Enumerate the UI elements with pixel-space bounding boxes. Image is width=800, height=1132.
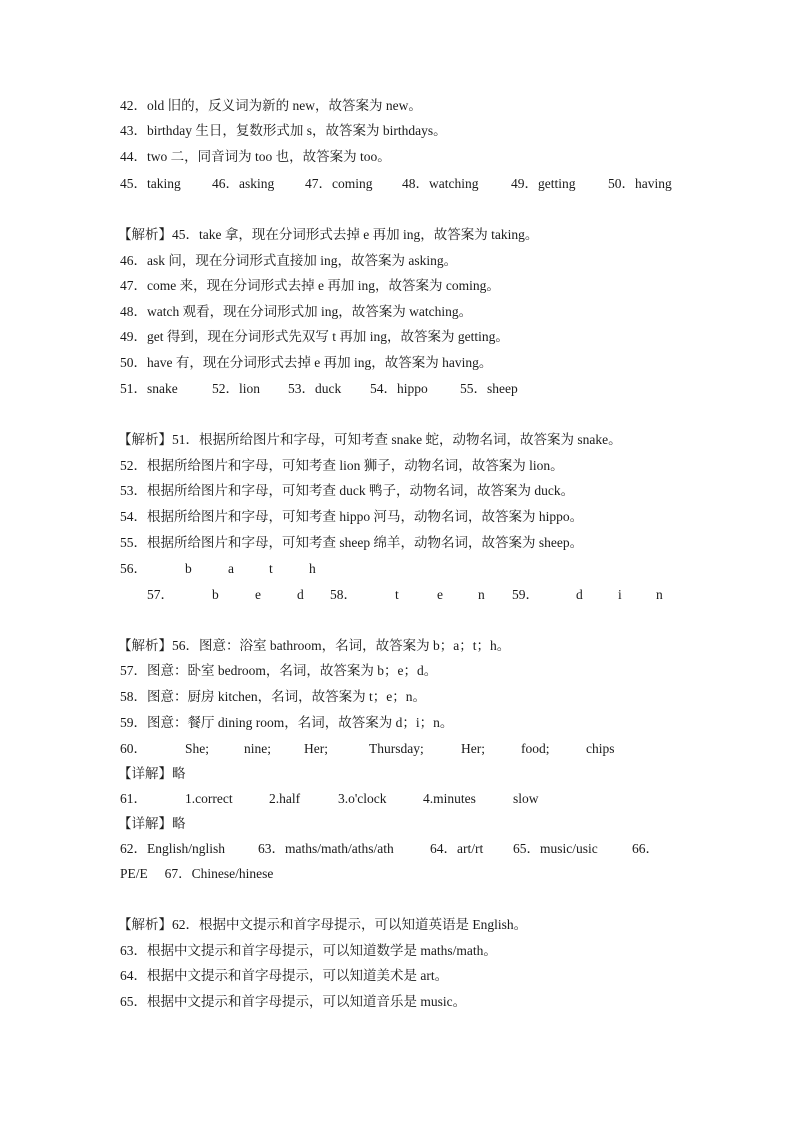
answer-63: 63．maths/math/aths/ath <box>258 841 394 856</box>
answer-word: 1.correct <box>185 791 233 806</box>
letter-h: h <box>309 561 316 576</box>
answer-52: 52．lion <box>212 381 261 396</box>
answer-64: 64．art/rt <box>430 841 484 856</box>
answer-word: 3.o'clock <box>338 791 387 806</box>
answer-65: 65．music/usic <box>513 841 598 856</box>
answer-57-number: 57． <box>147 587 174 602</box>
answer-54: 54．hippo <box>370 381 428 396</box>
answer-line-44: 44．two 二，同音词为 too 也，故答案为 too。 <box>120 149 391 164</box>
answer-47: 47．coming <box>305 176 373 191</box>
detail-line: 【详解】略 <box>118 816 186 831</box>
letter-n: n <box>478 587 485 602</box>
letter-t: t <box>269 561 273 576</box>
answer-51: 51．snake <box>120 381 178 396</box>
analysis-56: 【解析】56．图意：浴室 bathroom，名词，故答案为 b；a；t；h。 <box>118 638 511 653</box>
answer-48: 48．watching <box>402 176 479 191</box>
answer-line-49: 49．get 得到，现在分词形式先双写 t 再加 ing，故答案为 getting。 <box>120 329 509 344</box>
letter-n: n <box>656 587 663 602</box>
analysis-51: 【解析】51．根据所给图片和字母，可知考查 snake 蛇，动物名词，故答案为 snake。 <box>118 432 622 447</box>
answer-line-57: 57．图意：卧室 bedroom，名词，故答案为 b；e；d。 <box>120 663 438 678</box>
answer-53: 53．duck <box>288 381 342 396</box>
letter-d: d <box>297 587 304 602</box>
answer-line-50: 50．have 有，现在分词形式去掉 e 再加 ing，故答案为 having。 <box>120 355 493 370</box>
answer-45: 45．taking <box>120 176 181 191</box>
answer-66-number: 66． <box>632 841 659 856</box>
answer-word: 4.minutes <box>423 791 476 806</box>
letter-e: e <box>437 587 443 602</box>
answer-word: slow <box>513 791 539 806</box>
letter-d: d <box>576 587 583 602</box>
answer-62: 62．English/nglish <box>120 841 226 856</box>
answer-61-number: 61． <box>120 791 147 806</box>
answer-line-59: 59．图意：餐厅 dining room，名词，故答案为 d；i；n。 <box>120 715 454 730</box>
answer-line-48: 48．watch 观看，现在分词形式加 ing，故答案为 watching。 <box>120 304 473 319</box>
answer-word: She; <box>185 741 210 756</box>
answer-line-66-67: PE/E 67．Chinese/hinese <box>120 866 274 881</box>
letter-a: a <box>228 561 234 576</box>
answer-word: Her; <box>304 741 328 756</box>
answer-line-43: 43．birthday 生日，复数形式加 s，故答案为 birthdays。 <box>120 123 447 138</box>
answer-line-55: 55．根据所给图片和字母，可知考查 sheep 绵羊，动物名词，故答案为 sheep。 <box>120 535 584 550</box>
answer-word: chips <box>586 741 615 756</box>
letter-b: b <box>212 587 219 602</box>
analysis-62: 【解析】62．根据中文提示和首字母提示，可以知道英语是 English。 <box>118 917 528 932</box>
answer-55: 55．sheep <box>460 381 518 396</box>
answer-line-47: 47．come 来，现在分词形式去掉 e 再加 ing，故答案为 coming。 <box>120 278 500 293</box>
letter-e: e <box>255 587 261 602</box>
answer-60-number: 60． <box>120 741 147 756</box>
answer-50: 50．having <box>608 176 672 191</box>
analysis-45: 【解析】45．take 拿，现在分词形式去掉 e 再加 ing，故答案为 taking。 <box>118 227 539 242</box>
letter-b: b <box>185 561 192 576</box>
answer-word: food; <box>521 741 550 756</box>
answer-line-53: 53．根据所给图片和字母，可知考查 duck 鸭子，动物名词，故答案为 duck。 <box>120 483 575 498</box>
answer-line-65: 65．根据中文提示和首字母提示，可以知道音乐是 music。 <box>120 994 467 1009</box>
answer-46: 46．asking <box>212 176 275 191</box>
answer-line-46: 46．ask 问，现在分词形式直接加 ing，故答案为 asking。 <box>120 253 458 268</box>
answer-word: 2.half <box>269 791 301 806</box>
answer-line-64: 64．根据中文提示和首字母提示，可以知道美术是 art。 <box>120 968 449 983</box>
answer-word: nine; <box>244 741 271 756</box>
answer-line-63: 63．根据中文提示和首字母提示，可以知道数学是 maths/math。 <box>120 943 497 958</box>
letter-i: i <box>618 587 622 602</box>
answer-58-number: 58． <box>330 587 357 602</box>
answer-word: Her; <box>461 741 485 756</box>
answer-56-number: 56． <box>120 561 147 576</box>
answer-line-42: 42．old 旧的，反义词为新的 new，故答案为 new。 <box>120 98 422 113</box>
detail-line: 【详解】略 <box>118 766 186 781</box>
answer-line-58: 58．图意：厨房 kitchen，名词，故答案为 t；e；n。 <box>120 689 426 704</box>
letter-t: t <box>395 587 399 602</box>
answer-line-54: 54．根据所给图片和字母，可知考查 hippo 河马，动物名词，故答案为 hippo。 <box>120 509 584 524</box>
answer-word: Thursday; <box>369 741 424 756</box>
answer-59-number: 59． <box>512 587 539 602</box>
answer-49: 49．getting <box>511 176 576 191</box>
answer-line-52: 52．根据所给图片和字母，可知考查 lion 狮子，动物名词，故答案为 lion。 <box>120 458 564 473</box>
